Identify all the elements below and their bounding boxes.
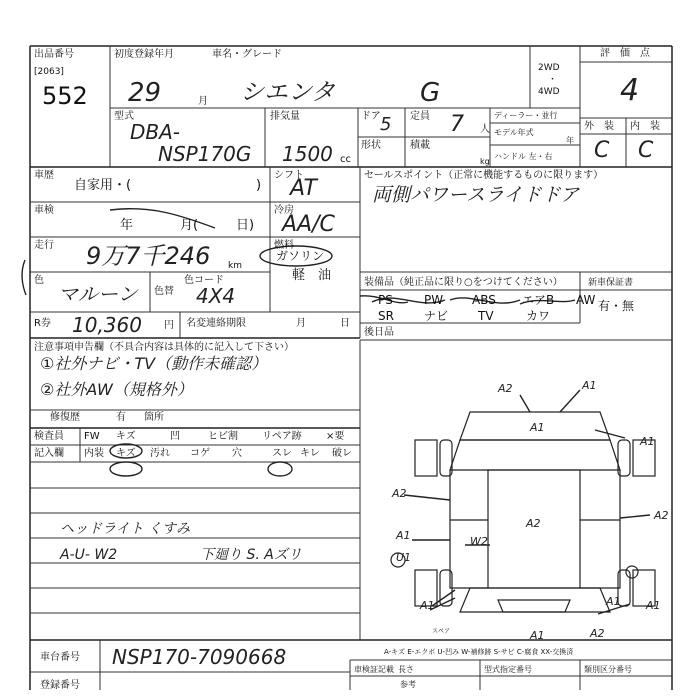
diag-mark-14: A1 [530,629,545,642]
interior-label: 内 装 [630,121,660,132]
diag-mark-7: A1 [396,529,411,542]
diag-mark-11: A1 [606,595,621,608]
first-reg-year: 29 [128,78,162,108]
shift-value: AT [290,176,317,201]
insp-note-3: 下廻り S. Aズリ [200,547,302,563]
km-unit: km [228,261,242,271]
diag-mark-10: A2 [654,509,669,522]
chassis-label: 車台番号 [40,652,80,663]
year-unit: 年 [566,136,574,145]
color-value: マルーン [58,282,138,306]
diag-mark-8: U1 [396,551,412,564]
fuel-label: 燃料 [274,240,294,251]
warranty-value: 有・無 [598,299,635,313]
plate-label: 車検証記載 [354,665,394,674]
mileage-label: 走行 [34,240,54,251]
insp-row2-4: 穴 [232,448,242,459]
insp-row2-0: 内装 [84,448,104,459]
insp-row1-5: ×要 [326,431,345,442]
drive-2wd: 2WD [538,63,560,73]
fuel-gas: ガソリン [276,249,325,263]
model-line1: DBA- [130,120,181,144]
equip-tv: TV [478,309,494,323]
car-name-label: 車名・グレード [212,49,282,60]
handle-label: ハンドル 左・右 [494,152,553,161]
equip-airbag: エアB [522,293,555,307]
back-seat-label: 後日品 [364,327,394,338]
inspection-day: 日) [236,218,255,233]
length-label: 長さ [398,665,414,674]
insp-row1-0: FW [84,431,100,442]
name-change-day: 日 [340,318,350,329]
capacity-label: 定員 [410,111,430,122]
spare-label: スペア [432,628,451,635]
color-label: 色 [34,275,44,286]
record-label: 記入欄 [34,448,64,459]
lot-ref: [2063] [34,67,64,77]
equipment-label: 装備品（純正品に限り○をつけてください） [364,277,563,288]
first-reg-label: 初度登録年月 [114,49,174,60]
equip-sr: SR [378,309,394,323]
equip-abs: ABS [472,293,496,307]
insp-row2-2: 汚れ [150,448,170,459]
drive-4wd: 4WD [538,87,560,97]
diag-mark-4: A2 [392,487,407,500]
cc-unit: cc [340,154,351,165]
insp-row1-3: ヒビ割 [208,431,238,442]
diag-mark-0: A2 [498,382,513,395]
insp-note-2: A-U- W2 [60,547,118,563]
equip-navi: ナビ [424,309,449,323]
insp-row1-4: リペア跡 [262,431,302,442]
model-year-label: モデル年式 [494,128,534,137]
diag-mark-12: A1 [646,599,661,612]
equip-ps: PS [378,293,393,307]
notes-label: 注意事項申告欄（不具合内容は具体的に記入して下さい） [34,342,294,353]
reg-label: 登録番号 [40,680,80,691]
persons-unit: 人 [480,124,490,135]
aircon-label: 冷房 [274,205,294,216]
repair-label: 修復歴 [50,412,80,423]
recycle-unit: 円 [164,320,174,331]
model-line2: NSP170G [158,142,252,166]
damage-legend: A-キズ E-エクボ U-凹み W-補修跡 S-サビ C-腐食 XX-交換済 [384,648,574,656]
history-label: 車歴 [34,170,54,181]
insp-row2-6: キレ [300,448,320,459]
equip-leather: カワ [526,309,551,323]
insp-note-1: ヘッドライト くすみ [60,521,191,537]
fuel-diesel: 軽 油 [292,268,332,283]
shape-label: 形状 [361,140,381,151]
mileage-value: 9万7千246 [86,242,211,270]
insp-row2-5: スレ [272,448,292,459]
month-unit: 月 [198,96,208,107]
exterior-label: 外 装 [584,121,614,132]
doors-label: ドア [361,111,381,122]
recycle-label: R券 [34,318,51,329]
color-code-value: 4X4 [196,284,236,308]
registered-label: 型式指定番号 [484,665,532,674]
displacement-value: 1500 [282,142,333,166]
repair-area: 箇所 [144,412,164,423]
load-label: 積載 [410,140,430,151]
doors-value: 5 [380,114,392,135]
class-label: 類別区分番号 [584,665,632,674]
diag-mark-3: A1 [640,435,655,448]
displacement-label: 排気量 [270,111,300,122]
equip-aw: AW [576,293,596,307]
shift-label: シフト [274,170,304,181]
capacity-value: 7 [450,112,464,137]
repair-value: 有 [116,412,126,423]
exterior-grade: C [594,138,610,163]
color-code-label: 色コード [184,275,224,286]
equip-pw: PW [424,293,444,307]
notes-line2: ②社外AW（規格外） [40,380,193,399]
inspector-label: 検査員 [34,431,64,442]
kg-unit: kg [480,157,490,166]
insp-row1-1: キズ [116,431,136,442]
diag-mark-13: A2 [590,627,605,640]
chassis-value: NSP170-7090668 [112,645,287,669]
insp-row2-1: キズ [116,448,136,459]
name-change-label: 名変連絡期限 [186,318,246,329]
inspection-month: 月( [180,218,199,233]
selling-value: 両側パワースライドドア [372,184,579,206]
drive-dot: ・ [548,75,558,85]
inspection-year: 年 [120,218,134,233]
diag-mark-9: A1 [420,599,435,612]
history-value: 自家用・( [74,178,132,193]
selling-label: セールスポイント（正常に機能するものに限ります） [364,170,604,181]
dealer-label: ディーラー・並行 [494,111,558,120]
aircon-value: AA/C [282,212,335,237]
lot-number: 552 [42,82,88,110]
score-value: 4 [620,73,640,108]
name-change-month: 月 [296,318,306,329]
diag-mark-5: A2 [526,517,541,530]
model-label: 型式 [114,111,134,122]
inspection-label: 車検 [34,205,54,216]
color-no-label: 色替 [154,286,174,297]
insp-row2-7: 破レ [332,448,352,459]
warranty-label: 新車保証書 [588,278,634,288]
ref-label: 参考 [400,680,416,689]
grade: G [420,78,441,108]
interior-grade: C [638,138,654,163]
car-name: シエンタ [240,78,336,106]
notes-line1: ①社外ナビ・TV（動作未確認） [40,354,268,373]
score-label: 評 価 点 [600,48,650,59]
insp-row2-3: コゲ [190,448,210,459]
history-close: ) [256,178,262,193]
insp-row1-2: 凹 [170,431,180,442]
lot-label: 出品番号 [34,49,74,60]
recycle-value: 10,360 [72,313,142,337]
diag-mark-6: W2 [470,535,488,548]
diag-mark-1: A1 [582,379,597,392]
diag-mark-2: A1 [530,421,545,434]
